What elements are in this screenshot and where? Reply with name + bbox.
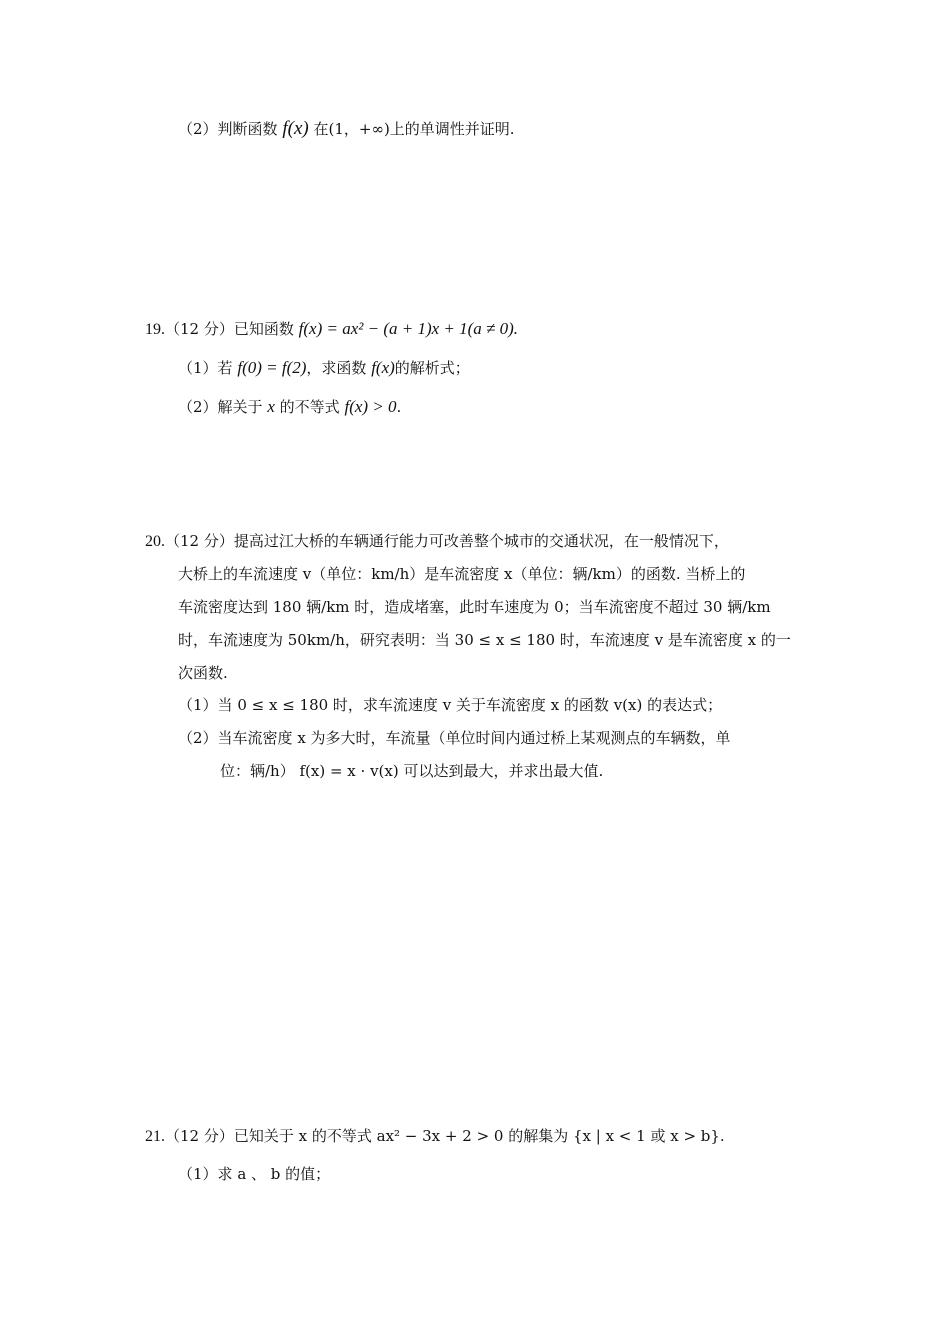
- part-label: （1）: [178, 696, 218, 714]
- q20-line-5: 次函数.: [178, 664, 228, 682]
- q19-stem: [145, 318, 518, 341]
- q21-part1: [178, 1163, 330, 1185]
- q19-part2-t2: 的不等式: [279, 398, 340, 416]
- q21-part1-text: 求 a 、 b 的值；: [217, 1165, 331, 1183]
- q19-part2-e1: x: [267, 397, 275, 416]
- q18-part2-text-b: 在(1，+∞)上的单调性并证明.: [313, 120, 515, 138]
- q19-stem-text: 已知函数: [233, 320, 294, 338]
- q19-part1-e1: f(0) = f(2): [237, 358, 307, 377]
- q19-part2-t3: .: [396, 398, 402, 416]
- part-label: （2）: [178, 729, 218, 747]
- question-number: 21.: [145, 1128, 165, 1145]
- question-score: （12 分）: [165, 1127, 234, 1145]
- q20-line-4: 时，车流速度为 50km/h，研究表明：当 30 ≤ x ≤ 180 时，车流速度 v 是车流密度 x 的一: [178, 631, 791, 649]
- part-label: （1）: [178, 1165, 218, 1183]
- q19-part1-t3: 的解析式；: [394, 359, 470, 377]
- q21-stem: [145, 1125, 725, 1148]
- part-label: （2）: [178, 398, 218, 416]
- question-number: 20.: [145, 533, 165, 550]
- q19-part2-e2: f(x) > 0: [344, 397, 397, 416]
- q19-part1-t2: ，求函数: [306, 359, 367, 377]
- q20-line-1: [145, 530, 729, 553]
- q20-part2-line2: 位：辆/h） f(x) = x · v(x) 可以达到最大，并求出最大值.: [220, 762, 604, 780]
- q19-part2-t1: 解关于: [217, 398, 263, 416]
- q18-part2: [178, 118, 515, 140]
- q19-part1-e2: f(x): [371, 358, 395, 377]
- q20-part1-text: 当 0 ≤ x ≤ 180 时，求车流速度 v 关于车流密度 x 的函数 v(x) 的表达式；: [217, 696, 723, 714]
- q21-stem-text: 已知关于 x 的不等式 ax² − 3x + 2 > 0 的解集为 {x | x < 1 或 x > b}.: [233, 1127, 725, 1145]
- q18-part2-expr: f(x): [282, 118, 309, 139]
- q19-stem-expr: f(x) = ax² − (a + 1)x + 1(a ≠ 0).: [298, 319, 519, 338]
- part-label: （1）: [178, 359, 218, 377]
- q20-line-2: 大桥上的车流速度 v（单位：km/h）是车流密度 x（单位：辆/km）的函数. 当桥上的: [178, 565, 746, 583]
- part-label: （2）: [178, 120, 218, 138]
- q20-line1-text: 提高过江大桥的车辆通行能力可改善整个城市的交通状况，在一般情况下，: [233, 532, 729, 550]
- q20-part2: [178, 727, 731, 749]
- q20-part1: [178, 694, 722, 716]
- q19-part1: [178, 357, 470, 379]
- question-score: （12 分）: [165, 320, 234, 338]
- question-number: 19.: [145, 321, 165, 338]
- q20-part2-line1: 当车流密度 x 为多大时，车流量（单位时间内通过桥上某观测点的车辆数，单: [217, 729, 731, 747]
- q18-part2-text-a: 判断函数: [217, 120, 278, 138]
- q19-part2: [178, 396, 401, 418]
- q19-part1-t1: 若: [217, 359, 233, 377]
- question-score: （12 分）: [165, 532, 234, 550]
- q20-line-3: 车流密度达到 180 辆/km 时，造成堵塞，此时车速度为 0；当车流密度不超过 30 辆/km: [178, 598, 771, 616]
